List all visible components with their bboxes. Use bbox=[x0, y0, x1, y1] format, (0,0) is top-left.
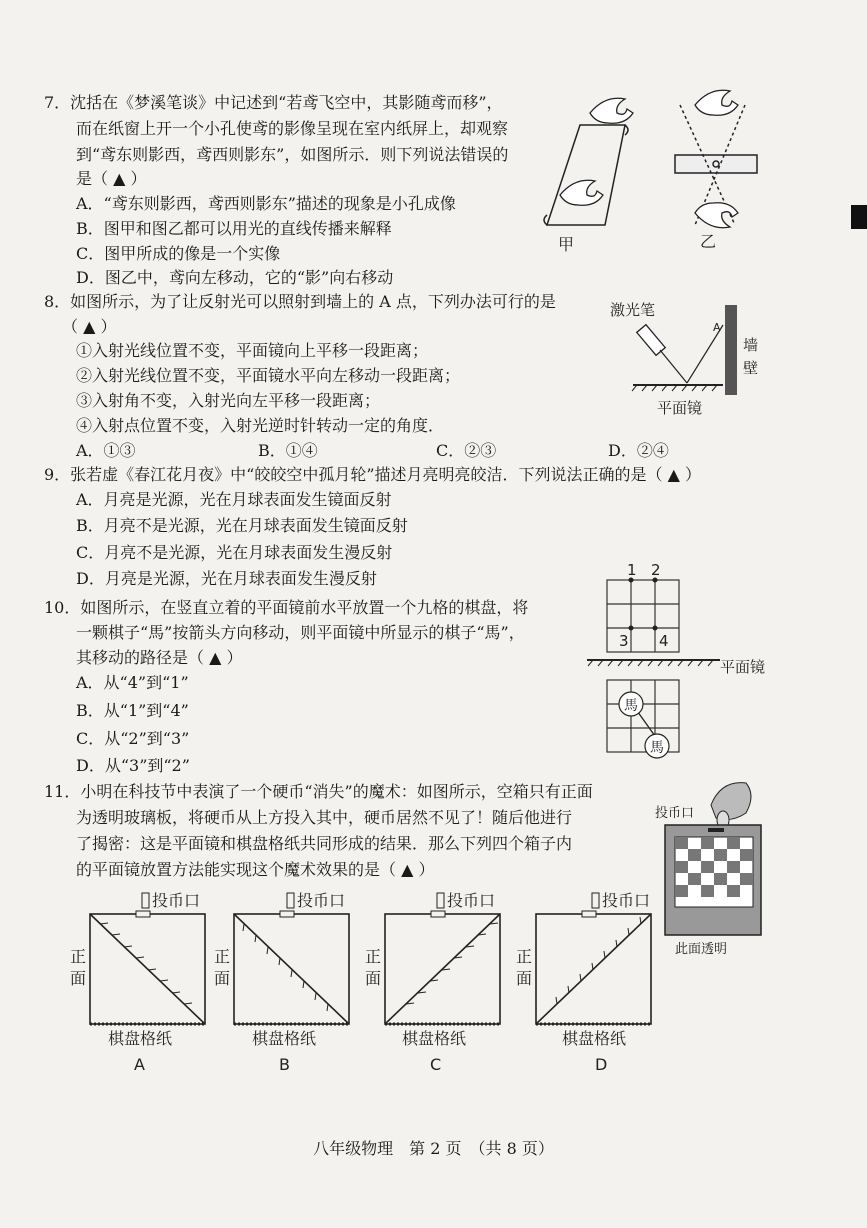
q7-option-c: C．图甲所成的像是一个实像 bbox=[76, 244, 281, 263]
q11-box-b-paper: 棋盘格纸 bbox=[252, 1029, 317, 1048]
q7-stem-line3: 到“鸢东则影西，鸢西则影东”，如图所示．则下列说法错误的 bbox=[76, 145, 509, 164]
q11-box-b-front1: 正 bbox=[214, 947, 231, 966]
q9-option-a: A．月亮是光源，光在月球表面发生镜面反射 bbox=[76, 490, 392, 509]
page-footer: 八年级物理 第 2 页 （共 8 页） bbox=[313, 1139, 554, 1158]
q11-box-a-front1: 正 bbox=[70, 947, 87, 966]
q11-stem-line1: 11．小明在科技节中表演了一个硬币“消失”的魔术：如图所示，空箱只有正面 bbox=[44, 782, 593, 801]
q11-box-d-slot: 投币口 bbox=[602, 891, 651, 910]
q7-stem-line1: 7．沈括在《梦溪笔谈》中记述到“若鸢飞空中，其影随鸢而移”， bbox=[44, 93, 503, 112]
q10-option-d: D．从“3”到“2” bbox=[76, 756, 190, 775]
q10-num-1: 1 bbox=[627, 561, 637, 579]
q10-num-4: 4 bbox=[659, 632, 669, 650]
q11-box-c-slot: 投币口 bbox=[447, 891, 496, 910]
q10-option-c: C．从“2”到“3” bbox=[76, 729, 190, 748]
q7-option-a: A．“鸢东则影西，鸢西则影东”描述的现象是小孔成像 bbox=[76, 194, 456, 213]
q10-num-3: 3 bbox=[619, 632, 629, 650]
q11-stem-line2: 为透明玻璃板，将硬币从上方投入其中，硬币居然不见了！随后他进行 bbox=[76, 808, 573, 827]
q11-box-c-label: C bbox=[430, 1055, 442, 1074]
edge-marker bbox=[851, 205, 867, 229]
q11-slot-label-top: 投币口 bbox=[655, 806, 695, 821]
q8-option-4: ④入射点位置不变，入射光逆时针转动一定的角度． bbox=[76, 416, 445, 435]
q11-box-a-front2: 面 bbox=[70, 969, 87, 988]
q11-options bbox=[62, 884, 672, 1079]
q10-figure bbox=[585, 560, 780, 765]
q11-box-a-label: A bbox=[134, 1055, 145, 1074]
q9-option-c: C．月亮不是光源，光在月球表面发生漫反射 bbox=[76, 543, 393, 562]
q11-stem-line3: 了揭密：这是平面镜和棋盘格纸共同形成的结果．那么下列四个箱子内 bbox=[76, 834, 573, 853]
q8-wall-label-2: 壁 bbox=[743, 359, 759, 377]
q8-mirror-label: 平面镜 bbox=[657, 399, 703, 417]
q8-figure bbox=[605, 295, 785, 420]
q7-option-b: B．图甲和图乙都可以用光的直线传播来解释 bbox=[76, 219, 392, 238]
q10-piece-label-mirror: 馬 bbox=[624, 698, 638, 714]
q10-option-b: B．从“1”到“4” bbox=[76, 701, 189, 720]
q8-option-1: ①入射光线位置不变，平面镜向上平移一段距离； bbox=[76, 341, 429, 360]
q8-option-2: ②入射光线位置不变，平面镜水平向左移动一段距离； bbox=[76, 366, 461, 385]
q9-stem: 9．张若虚《春江花月夜》中“皎皎空中孤月轮”描述月亮明亮皎洁．下列说法正确的是（ ▲ ） bbox=[44, 465, 702, 484]
q11-transparent-label: 此面透明 bbox=[675, 942, 728, 957]
q10-option-a: A．从“4”到“1” bbox=[76, 673, 189, 692]
q11-box-d-front1: 正 bbox=[516, 947, 533, 966]
q7-stem-line2: 而在纸窗上开一个小孔使鸢的影像呈现在室内纸屏上，却观察 bbox=[76, 119, 509, 138]
q8-choice-b: B．①④ bbox=[258, 441, 318, 460]
q11-box-b-label: B bbox=[279, 1055, 290, 1074]
q11-box-d-paper: 棋盘格纸 bbox=[562, 1029, 627, 1048]
q9-option-d: D．月亮是光源，光在月球表面发生漫反射 bbox=[76, 569, 377, 588]
q8-stem-line2: （ ▲ ） bbox=[62, 317, 117, 336]
incident-ray bbox=[660, 350, 687, 383]
q8-choice-d: D．②④ bbox=[608, 441, 669, 460]
q10-stem-line2: 一颗棋子“馬”按箭头方向移动，则平面镜中所显示的棋子“馬”， bbox=[76, 623, 525, 642]
q11-box-a bbox=[70, 891, 205, 1074]
wall bbox=[725, 305, 737, 395]
q9-option-b: B．月亮不是光源，光在月球表面发生镜面反射 bbox=[76, 516, 408, 535]
q11-box-b-slot: 投币口 bbox=[297, 891, 346, 910]
q11-box-d bbox=[516, 891, 651, 1074]
q8-choice-a: A．①③ bbox=[76, 441, 136, 460]
q8-wall-label-1: 墙 bbox=[743, 336, 759, 354]
q7-figure-jia bbox=[544, 125, 628, 225]
q8-point-a: A bbox=[713, 321, 721, 334]
q7-figure bbox=[535, 85, 770, 260]
q7-label-yi: 乙 bbox=[700, 232, 717, 251]
q7-option-d: D．图乙中，鸢向左移动，它的“影”向右移动 bbox=[76, 268, 394, 287]
q8-choice-c: C．②③ bbox=[436, 441, 497, 460]
q10-piece-label: 馬 bbox=[650, 740, 664, 756]
checker-pattern bbox=[675, 837, 753, 907]
q8-stem-line1: 8．如图所示，为了让反射光可以照射到墙上的 A 点，下列办法可行的是 bbox=[44, 292, 556, 311]
q11-box-d-label: D bbox=[595, 1055, 608, 1074]
q11-stem-line4: 的平面镜放置方法能实现这个魔术效果的是（ ▲ ） bbox=[76, 860, 435, 879]
q10-stem-line3: 其移动的路径是（ ▲ ） bbox=[76, 648, 243, 667]
q8-option-3: ③入射角不变，入射光向左平移一段距离； bbox=[76, 391, 381, 410]
q11-box-c-paper: 棋盘格纸 bbox=[402, 1029, 467, 1048]
q11-box-d-front2: 面 bbox=[516, 969, 533, 988]
q8-laser-label: 激光笔 bbox=[610, 301, 656, 319]
q11-box-c-front1: 正 bbox=[365, 947, 382, 966]
q7-label-jia: 甲 bbox=[558, 235, 575, 254]
q11-box-b bbox=[214, 891, 349, 1074]
q11-box-a-paper: 棋盘格纸 bbox=[108, 1029, 173, 1048]
q10-stem-line1: 10．如图所示，在竖直立着的平面镜前水平放置一个九格的棋盘，将 bbox=[44, 598, 529, 617]
q10-mirror-label: 平面镜 bbox=[720, 658, 766, 676]
q11-box-c-front2: 面 bbox=[365, 969, 382, 988]
q11-box-b-front2: 面 bbox=[214, 969, 231, 988]
q11-box-c bbox=[365, 891, 500, 1074]
q11-box-a-slot: 投币口 bbox=[152, 891, 201, 910]
q7-stem-line4: 是（ ▲ ） bbox=[76, 169, 147, 188]
q10-num-2: 2 bbox=[651, 561, 661, 579]
hand-icon bbox=[711, 783, 751, 829]
